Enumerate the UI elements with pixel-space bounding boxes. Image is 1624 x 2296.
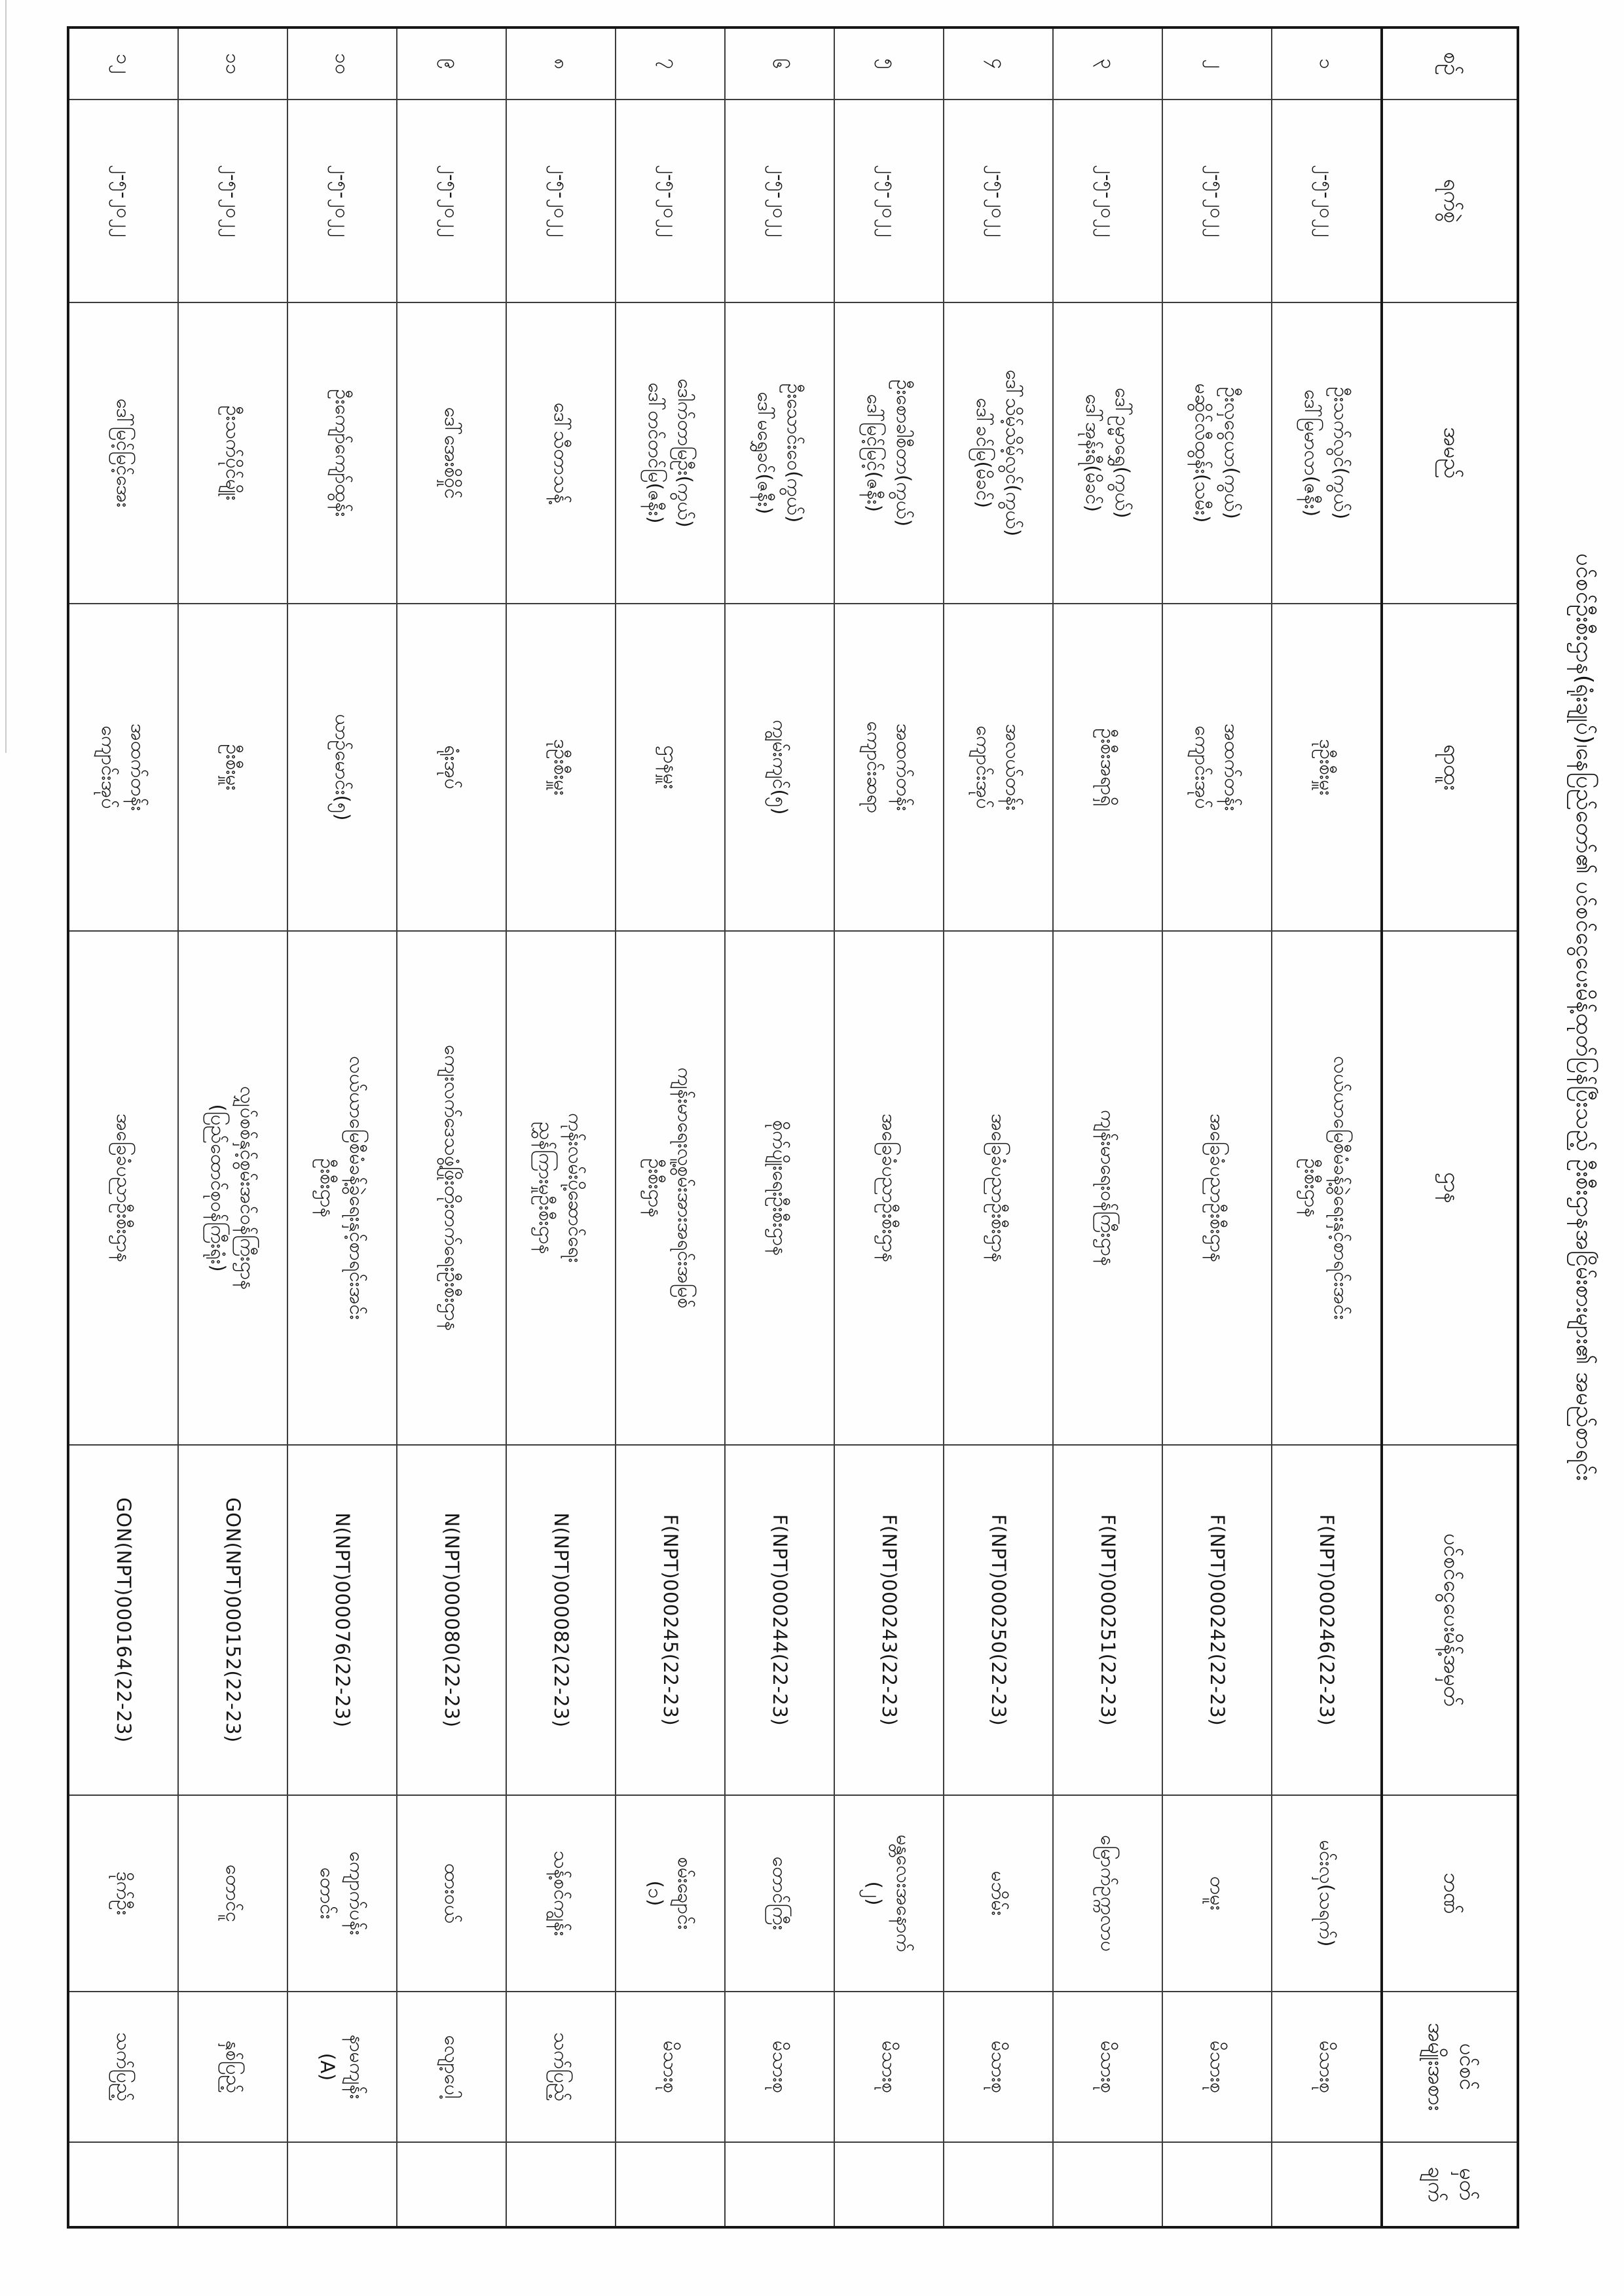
cell-position: ဦးစီးမှူး <box>178 604 287 931</box>
cell-serial: ၁၀ <box>287 27 397 100</box>
cell-remark <box>397 2142 506 2227</box>
cell-pension-type: မိသားစု <box>834 1992 944 2142</box>
cell-remark <box>68 2142 178 2227</box>
header-order-no: ပင်စင်ငွေပေးမိန့်အမှတ် <box>1382 1445 1518 1795</box>
cell-pension-type: သက်ပြည့် <box>68 1992 178 2142</box>
cell-department: အခြေခံပညာဦးစီးဌာန <box>1162 931 1272 1445</box>
header-bank: ဘဏ် <box>1382 1795 1518 1992</box>
document-title: ပင်စင်ဦးစီးဌာန(ရုံးချုပ်)၊နေပြည်တော်၏ ပင်စင်ငွေပေးမိန့်ထုတ်ပြန်ပြီးသည့် ဦးစီးဌာနအငြိမ်းစားများ၏ အမည်စာရင်း <box>1571 553 1597 1482</box>
cell-department: အခြေခံပညာဦးစီးဌာန <box>68 931 178 1445</box>
cell-date: ၂-၅-၂၀၂၂ <box>834 100 944 302</box>
header-name: အမည် <box>1382 302 1518 604</box>
table-row <box>725 27 834 2227</box>
cell-pension-type: နာမကျန်း (A) <box>287 1992 397 2142</box>
cell-bank: ထားဝယ် <box>397 1795 506 1992</box>
cell-department: လယ်ယာမြေစီမံခန့်ခွဲရေးနှင့်စာရင်းအင်း ဦးစီးဌာန <box>1272 931 1382 1445</box>
cell-date: ၂-၅-၂၀၂၂ <box>725 100 834 302</box>
cell-orderno: GON(NPT)000164(22-23) <box>68 1445 178 1795</box>
header-position: ရာထူး <box>1382 604 1518 931</box>
cell-serial: ၅ <box>834 27 944 100</box>
header-department: ဌာန <box>1382 931 1518 1445</box>
cell-orderno: N(NPT)000082(22-23) <box>506 1445 616 1795</box>
cell-remark <box>616 2142 725 2227</box>
cell-date: ၂-၅-၂၀၂၂ <box>616 100 725 302</box>
cell-position: ဒုဦးစီးမှူး <box>1272 604 1382 931</box>
cell-name: ဒေါ်အေးစိဝှိုင် <box>397 302 506 604</box>
cell-bank: တမူး <box>1162 1795 1272 1992</box>
cell-remark <box>1162 2142 1272 2227</box>
cell-remark <box>944 2142 1053 2227</box>
cell-serial: ၁၂ <box>68 27 178 100</box>
cell-name: ဒေါက်တာမြဦး(ကွယ်) ဒေါ်တင်တင်မြ(ဇနီး) <box>616 302 725 604</box>
cell-date: ၂-၅-၂၀၂၂ <box>287 100 397 302</box>
cell-bank: ဒိုက်ဦး <box>68 1795 178 1992</box>
cell-position: ကျွမ်းကျင်(၅) <box>725 604 834 931</box>
table-row <box>178 27 287 2227</box>
scan-edge-artifact <box>5 0 7 753</box>
table-row <box>287 27 397 2227</box>
cell-pension-type: မိသားစု <box>1162 1992 1272 2142</box>
cell-pension-type: သက်ပြည့် <box>506 1992 616 2142</box>
cell-orderno: F(NPT)000251(22-23) <box>1053 1445 1162 1795</box>
cell-remark <box>834 2142 944 2227</box>
table-row <box>944 27 1053 2227</box>
cell-remark <box>725 2142 834 2227</box>
table-row <box>616 27 725 2227</box>
cell-bank: မင်းလှ(သရက်) <box>1272 1795 1382 1992</box>
cell-pension-type: မိသားစု <box>725 1992 834 2142</box>
table-row <box>1162 27 1272 2227</box>
cell-orderno: F(NPT)000244(22-23) <box>725 1445 834 1795</box>
cell-name: ဒေါ်သီတာသန့် <box>506 302 616 604</box>
cell-name: ဦးကျော်ကျော်ထွန်း <box>287 302 397 604</box>
cell-serial: ၇ <box>616 27 725 100</box>
cell-position: ဒုဦးစီးမှူး <box>506 604 616 931</box>
cell-bank: သန့်စင်ကျွန်း <box>506 1795 616 1992</box>
cell-bank: မဘိမ်း <box>944 1795 1053 1992</box>
cell-serial: ၉ <box>397 27 506 100</box>
cell-serial: ၁၁ <box>178 27 287 100</box>
cell-department: ကျန်းမာရေးဝန်ကြီးဌာန <box>1053 931 1162 1445</box>
cell-serial: ၃ <box>1053 27 1162 100</box>
header-remark: မှတ် ချက် <box>1382 2142 1518 2227</box>
cell-serial: ၂ <box>1162 27 1272 100</box>
cell-remark <box>506 2142 616 2227</box>
cell-date: ၂-၅-၂၀၂၂ <box>506 100 616 302</box>
table-header-row <box>1382 27 1518 2227</box>
cell-position: ယာဉ်မောင်း(၅) <box>287 604 397 931</box>
cell-bank: ကျောက်ပန်း တောင်း <box>287 1795 397 1992</box>
cell-serial: ၁ <box>1272 27 1382 100</box>
cell-position: အထက်တန်း ကျောင်းဆရာ <box>834 604 944 931</box>
cell-position: အလယ်တန်း ကျောင်းအုပ် <box>944 604 1053 931</box>
cell-orderno: N(NPT)000076(22-23) <box>287 1445 397 1795</box>
cell-department: စိုက်ပျိုးရေးဦးစီးဌာန <box>725 931 834 1445</box>
cell-position: အထက်တန်း ကျောင်းအုပ် <box>68 604 178 931</box>
cell-pension-type: နှစ်ပြည့် <box>178 1992 287 2142</box>
cell-date: ၂-၅-၂၀၂၂ <box>68 100 178 302</box>
cell-date: ၂-၅-၂၀၂၂ <box>1162 100 1272 302</box>
cell-orderno: GON(NPT)000152(22-23) <box>178 1445 287 1795</box>
cell-serial: ၆ <box>725 27 834 100</box>
table-row <box>834 27 944 2227</box>
cell-orderno: N(NPT)000080(22-23) <box>397 1445 506 1795</box>
table-row <box>1272 27 1382 2227</box>
cell-bank: မန္တလေးအနောက် (၂) <box>834 1795 944 1992</box>
cell-date: ၂-၅-၂၀၂၂ <box>1272 100 1382 302</box>
cell-pension-type: မိသားစု <box>944 1992 1053 2142</box>
cell-position: အထက်တန်း ကျောင်းအုပ် <box>1162 604 1272 931</box>
table-row <box>397 27 506 2227</box>
cell-serial: ၈ <box>506 27 616 100</box>
cell-date: ၂-၅-၂၀၂၂ <box>1053 100 1162 302</box>
cell-orderno: F(NPT)000245(22-23) <box>616 1445 725 1795</box>
cell-date: ၂-၅-၂၀၂၂ <box>397 100 506 302</box>
cell-remark <box>1272 2142 1382 2227</box>
cell-date: ၂-၅-၂၀၂၂ <box>178 100 287 302</box>
cell-pension-type: မိသားစု <box>616 1992 725 2142</box>
cell-name: ဦးသက်ပိုင်မျိုး <box>178 302 287 604</box>
cell-bank: တောင်ငူ <box>178 1795 287 1992</box>
table-row <box>506 27 616 2227</box>
cell-remark <box>1053 2142 1162 2227</box>
cell-bank: တောင်ကြီး <box>725 1795 834 1992</box>
cell-name: ဒေါ်သိမ့်သိမ့်လွင်(ကွယ်) ဒေါ်ခင်မြ(မိခင်) <box>944 302 1053 604</box>
cell-name: ဒေါ်မြင့်မြင့်အေး <box>68 302 178 604</box>
cell-bank: စမ်းချောင်း (၁) <box>616 1795 725 1992</box>
cell-remark <box>178 2142 287 2227</box>
cell-position: ဌာနမှူး <box>616 604 725 931</box>
header-serial: စဉ် <box>1382 27 1518 100</box>
header-date: ရက်စွဲ <box>1382 100 1518 302</box>
cell-department: ကုန်းလမ်းပို့ဆောင်ရေး ညွှန်ကြားမှုဦးစီးဌာန <box>506 931 616 1445</box>
cell-department: အခြေခံပညာဦးစီးဌာန <box>944 931 1053 1445</box>
cell-department: အခြေခံပညာဦးစီးဌာန <box>834 931 944 1445</box>
cell-name: ဦးသောင်းဝေ(ကွယ်) ဒေါ်မရွှေခင်(ဇနီး) <box>725 302 834 604</box>
table-row <box>1053 27 1162 2227</box>
cell-serial: ၄ <box>944 27 1053 100</box>
cell-orderno: F(NPT)000246(22-23) <box>1272 1445 1382 1795</box>
cell-date: ၂-၅-၂၀၂၂ <box>944 100 1053 302</box>
cell-department: လယ်ယာမြေစီမံခန့်ခွဲရေးနှင့်စာရင်းအင်း ဦးစီးဌာန <box>287 931 397 1445</box>
cell-department: ကျေးလက်ဒေသဖွံ့ဖြိုးတိုးတက်ရေးဦးစီးဌာန <box>397 931 506 1445</box>
header-pension-type: ပင်စင် အမျိုးအစား <box>1382 1992 1518 2142</box>
cell-department: ကျန်းမာရေးလူ့စွမ်းအားအရင်းအမြစ် ဦးစီးဌာန <box>616 931 725 1445</box>
cell-position: ရုံးအုပ် <box>397 604 506 931</box>
cell-orderno: F(NPT)000243(22-23) <box>834 1445 944 1795</box>
cell-pension-type: လျော့ပေါ့ <box>397 1992 506 2142</box>
table-body <box>68 27 1382 2227</box>
pension-table <box>67 26 1519 2229</box>
cell-orderno: F(NPT)000250(22-23) <box>944 1445 1053 1795</box>
cell-name: ဦးလှငွေယာ(ကွယ်) မဆွိင်လီထွန်း(သမီး) <box>1162 302 1272 604</box>
cell-bank: မြောက်ဥက္ကလာပ <box>1053 1795 1162 1992</box>
cell-pension-type: မိသားစု <box>1272 1992 1382 2142</box>
table-row <box>68 27 178 2227</box>
cell-orderno: F(NPT)000242(22-23) <box>1162 1445 1272 1795</box>
cell-position: ဦးစီးအရာရှိ <box>1053 604 1162 931</box>
cell-pension-type: မိသားစု <box>1053 1992 1162 2142</box>
cell-name: ဦးသက်လွင်(ကွယ်) ဒေါ်မြမာလာ(ဇနီး) <box>1272 302 1382 604</box>
cell-name: ဒေါ်ဥမ္မာရွှေ(ကွယ်) ဒေါ်အုန်းရီ(မိခင်) <box>1053 302 1162 604</box>
cell-name: ဦးစောခါစီတာ(ကွယ်) ဒေါ်မြင့်မြင့်(ဇနီး) <box>834 302 944 604</box>
cell-department: လျှပ်စစ်နှင့်စွမ်းအင်ဝန်ကြီးဌာန (ပြည်ထောင်စုဝန်ကြီးရုံး) <box>178 931 287 1445</box>
cell-remark <box>287 2142 397 2227</box>
